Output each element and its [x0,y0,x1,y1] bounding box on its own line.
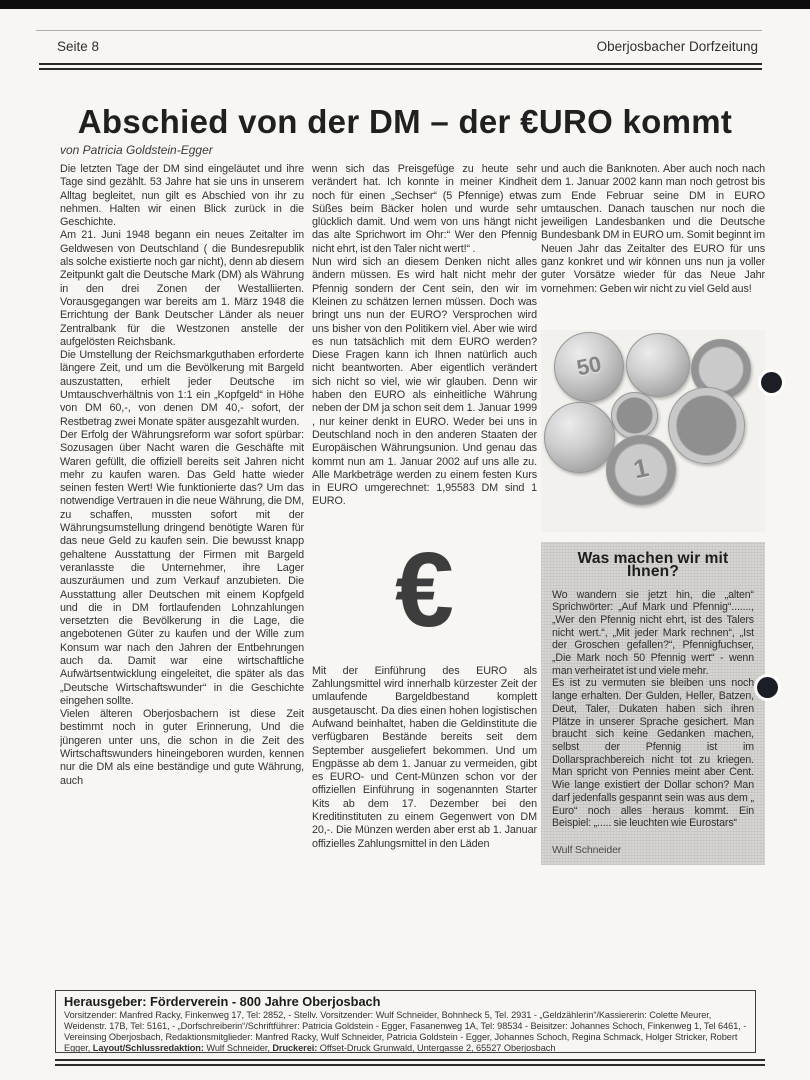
imprint-publisher: Herausgeber: Förderverein - 800 Jahre Oberjosbach [64,994,381,1009]
coin-brandenburg-gate [544,402,615,473]
page-number-label: Seite 8 [57,39,100,54]
coin-1-label: 1 [630,452,652,485]
paragraph: Die letzten Tage der DM sind eingeläutet und ihre Tage sind gezählt. 53 Jahre hat sie uns in unserem Alltag begleitet, nun gilt es Abschied von ihr zu nehmen. Halten wir einen Blick zurück in die Geschichte. [60,163,304,229]
imprint-segment: Wulf Schneider, [203,1043,273,1053]
infobox-paragraph: Es ist zu vermuten sie bleiben uns noch lange erhalten. Der Gulden, Heller, Batzen, Deut, Taler, Dukaten haben sich ihren Plätze in unserer Sprache gesichert. Man braucht sich keine Gedanken machen, selbst der Pfennig ist im Dollarsprachbereich nicht tot zu kriegen. Man spricht von Pennies meint aber Cent. Wie lange existiert der Dollar schon? Man darf jedenfalls gespannt sein was aus dem „ Euro“ noch alles heraus kommt. Ein Beispiel: „..... sie leuchten wie Eurostars“ [552,677,754,830]
imprint-text [64,1010,747,1054]
coin-1-euro [606,435,676,505]
column-2-top-text [312,163,537,509]
paragraph: Die Umstellung der Reichsmarkguthaben erforderte längere Zeit, und um die Bevölkerung mit Bargeld auszustatten, erhielt jeder Deutsche im Umtauschverhältnis von 1:1 ein „Kopfgeld“ in Höhe von DM 60,-, von denen DM 40,- sofort, der Restbetrag zwei Monate später ausgezahlt wurden. [60,349,304,428]
paragraph: Am 21. Juni 1948 begann ein neues Zeitalter im Geldwesen von Deutschland ( die Bundesrepublik als solche existierte noch gar nicht), denn ab diesem Zeitpunkt galt die Deutsche Mark (DM) als Währung in den drei Zonen der Westalliierten. Vorausgegangen war bereits am 1. März 1948 die Errichtung der Bank Deutscher Länder als neuer Zentralbank für die Westzonen anstelle der aufgelösten Reichsbank. [60,229,304,348]
imprint-segment: Offset-Druck Grunwald, Untergasse 2, 65527 Oberjosbach [317,1043,556,1053]
paragraph: und auch die Banknoten. Aber auch noch nach dem 1. Januar 2002 kann man noch getrost bis zum Ende Februar seine DM in EURO umtauschen. Danach tauschen nur noch die jeweiligen Landesbanken und die Deutsche Bundesbank DM in EURO um. Somit beginnt im Neuen Jahr das Zeitalter des EURO für uns ganz konkret und wir können uns nun ja voller guter Vorsätze wieder für das Neue Jahr vornehmen: Geben wir nicht zu viel Geld aus! [541,163,765,295]
paragraph: Nun wird sich an diesem Denken nicht alles ändern müssen. Es wird halt nicht mehr der Pfennig sondern der Cent sein, den wir im Kleinen zu schätzen lernen müssen. Doch was bringt uns nun der EURO? Versprochen wird uns bisher von den Politikern viel. Aber wie wird es nun tatsächlich mit dem EURO werden? Diese Fragen kann ich Ihnen natürlich auch nicht beantworten. Aber eigentlich verändert sich nicht so viel, wie wir glauben. Denn wir haben den EURO als einheitliche Währung neben der DM ja schon seit dem 1. Januar 1999 , nur keiner denkt in EURO. Weder bei uns in Deutschland noch in den anderen Staaten der Europäischen Währungsunion. Und genau das kommt nun am 1. Januar 2002 auf uns alle zu. Alle Markbeträge werden zu einem festen Kurs in EURO umgerechnet: 1,95583 DM sind 1 EURO. [312,256,537,508]
paragraph: Der Erfolg der Währungsreform war sofort spürbar: Sozusagen über Nacht waren die Geschäfte mit Waren gefüllt, die offiziell bereits seit Jahren nicht mehr zu kaufen waren. Das Geld hatte wieder seinen festen Wert! Wie funktionierte das? Um das notwendige Vertrauen in die neue Währung, die DM, zu schaffen, mussten sofort mit der Währungsumstellung dringend benötigte Waren für das neue Geld zu kaufen sein. Die bewusst knapp gehaltene Ausstattung der Firmen mit Bargeld veranlasste die Unternehmer, ihre Lager auszuräumen und zum Verkauf anzubieten. Die Ausstattung aller Deutschen mit einem Kopfgeld und die in DM fortlaufenden Lohnzahlungen versetzten die Bevölkerung in die Lage, die angebotenen Güter zu kaufen und der Wille zum Konsum war nach den Jahren der Entbehrungen auch da. Damit war eine wirtschaftliche Aufwärtsentwicklung eingeleitet, die später als das „Deutsche Wirtschaftswunder“ in die Geschichte eingehen sollte. [60,428,304,707]
paragraph: Vielen älteren Oberjosbachern ist diese Zeit bestimmt noch in guter Erinnerung, Und die jüngeren unter uns, die schon in die Zeit des Wirtschaftswunders hineingeboren wurden, kennen nur die DM als eine beständige und gute Währung, auch [60,708,304,787]
scan-top-edge [0,0,810,9]
punch-hole-top [761,372,782,393]
infobox-signature: Wulf Schneider [552,843,622,856]
column-3-text [541,163,765,296]
coin-2-euro [668,387,745,464]
coin-small-center [611,392,658,439]
column-2-bottom-text [312,665,537,851]
preheader-rule [36,30,762,31]
coin-top-middle [626,333,690,397]
article-column-1 [60,163,304,988]
punch-hole-bottom [757,677,778,698]
infobox-paragraph: Wo wandern sie jetzt hin, die „alten“ Sprichwörter: „Auf Mark und Pfennig“......., „Wer den Pfennig nicht ehrt, ist des Talers nicht wert.“, „Mit jeder Mark rechnen“, „Ist der Groschen gefallen?“, Pfennigfuchser, „Die Mark noch 50 Pfennig wert“ - wenn man verheiratet ist und viele mehr. [552,588,754,677]
imprint-segment: Layout/Schlussredaktion: [92,1043,204,1053]
infobox-title: Was machen wir mit Ihnen? [577,549,729,581]
paragraph: Mit der Einführung des EURO als Zahlungsmittel wird innerhalb kürzester Zeit der umlaufende Bargeldbestand komplett ausgetauscht. Da dies einen hohen logistischen Aufwand beinhaltet, haben die Geldinstitute die verfügbaren Bestände bereits seit dem September ausgeliefert bekommen. Und um Engpässe ab dem 1. Januar zu vermeiden, gibt es EURO- und Cent-Münzen schon vor der offiziellen Einführung in sogenannten Starter Kits ab dem 17. Dezember bei den Kreditinstituten zu einem Gegenwert von DM 20,-. Die Münzen werden aber erst ab 1. Januar offizielles Zahlungsmittel in den Läden [312,664,537,850]
article-column-3 [541,163,765,988]
infobox-body [552,589,754,830]
paragraph: wenn sich das Preisgefüge zu heute sehr verändert hat. Ich konnte in meiner Kindheit noch für einen „Sechser“ (5 Pfennige) etwas Süßes beim Bäcker holen und wurde sehr glücklich damit. Und wem von uns hängt nicht das alte Sprichwort im Ohr:“ Wer den Pfennig nicht ehrt, ist den Taler nicht wert!“ . [312,163,537,255]
coin-50-cent [554,332,624,402]
euro-coins-photo [541,330,765,532]
article-column-2 [312,163,537,988]
infobox [541,542,765,865]
imprint-segment: Druckerei: [272,1043,318,1053]
header-double-rule [39,63,762,70]
imprint-box [55,990,756,1053]
article-byline: von Patricia Goldstein-Egger [60,143,213,157]
euro-symbol-graphic: € [395,530,454,649]
imprint-segment: Vorsitzender: Manfred Racky, Finkenweg 17, Tel: 2852, - Stellv. Vorsitzender: Wulf Schneider, Bohnheck 5, Tel. 2931 - „Geldzählerin“/Kassiererin: Colette Meurer, Weidenstr. 17B, Tel: 5161, - „Dorfschreiberin“/Schriftführer: Patricia Goldstein - Egger, Fasanenweg 1A, Tel: 98534 - Beisitzer: Johannes Schoch, Finkenweg 1, Tel 6461, - Vereinsing Oberjosbach, Redaktionsmitglieder: Manfred Racky, Wulf Schneider, Patricia Goldstein - Egger, Johannes Schoch, Regina Schmack, Holger Stricker, Robert Egger, [64,1010,747,1053]
newspaper-name: Oberjosbacher Dorfzeitung [596,39,758,54]
bottom-double-rule [55,1059,765,1066]
page-header [57,39,758,54]
article-title: Abschied von der DM – der €URO kommt [77,103,733,141]
coin-50-label: 50 [574,351,604,381]
